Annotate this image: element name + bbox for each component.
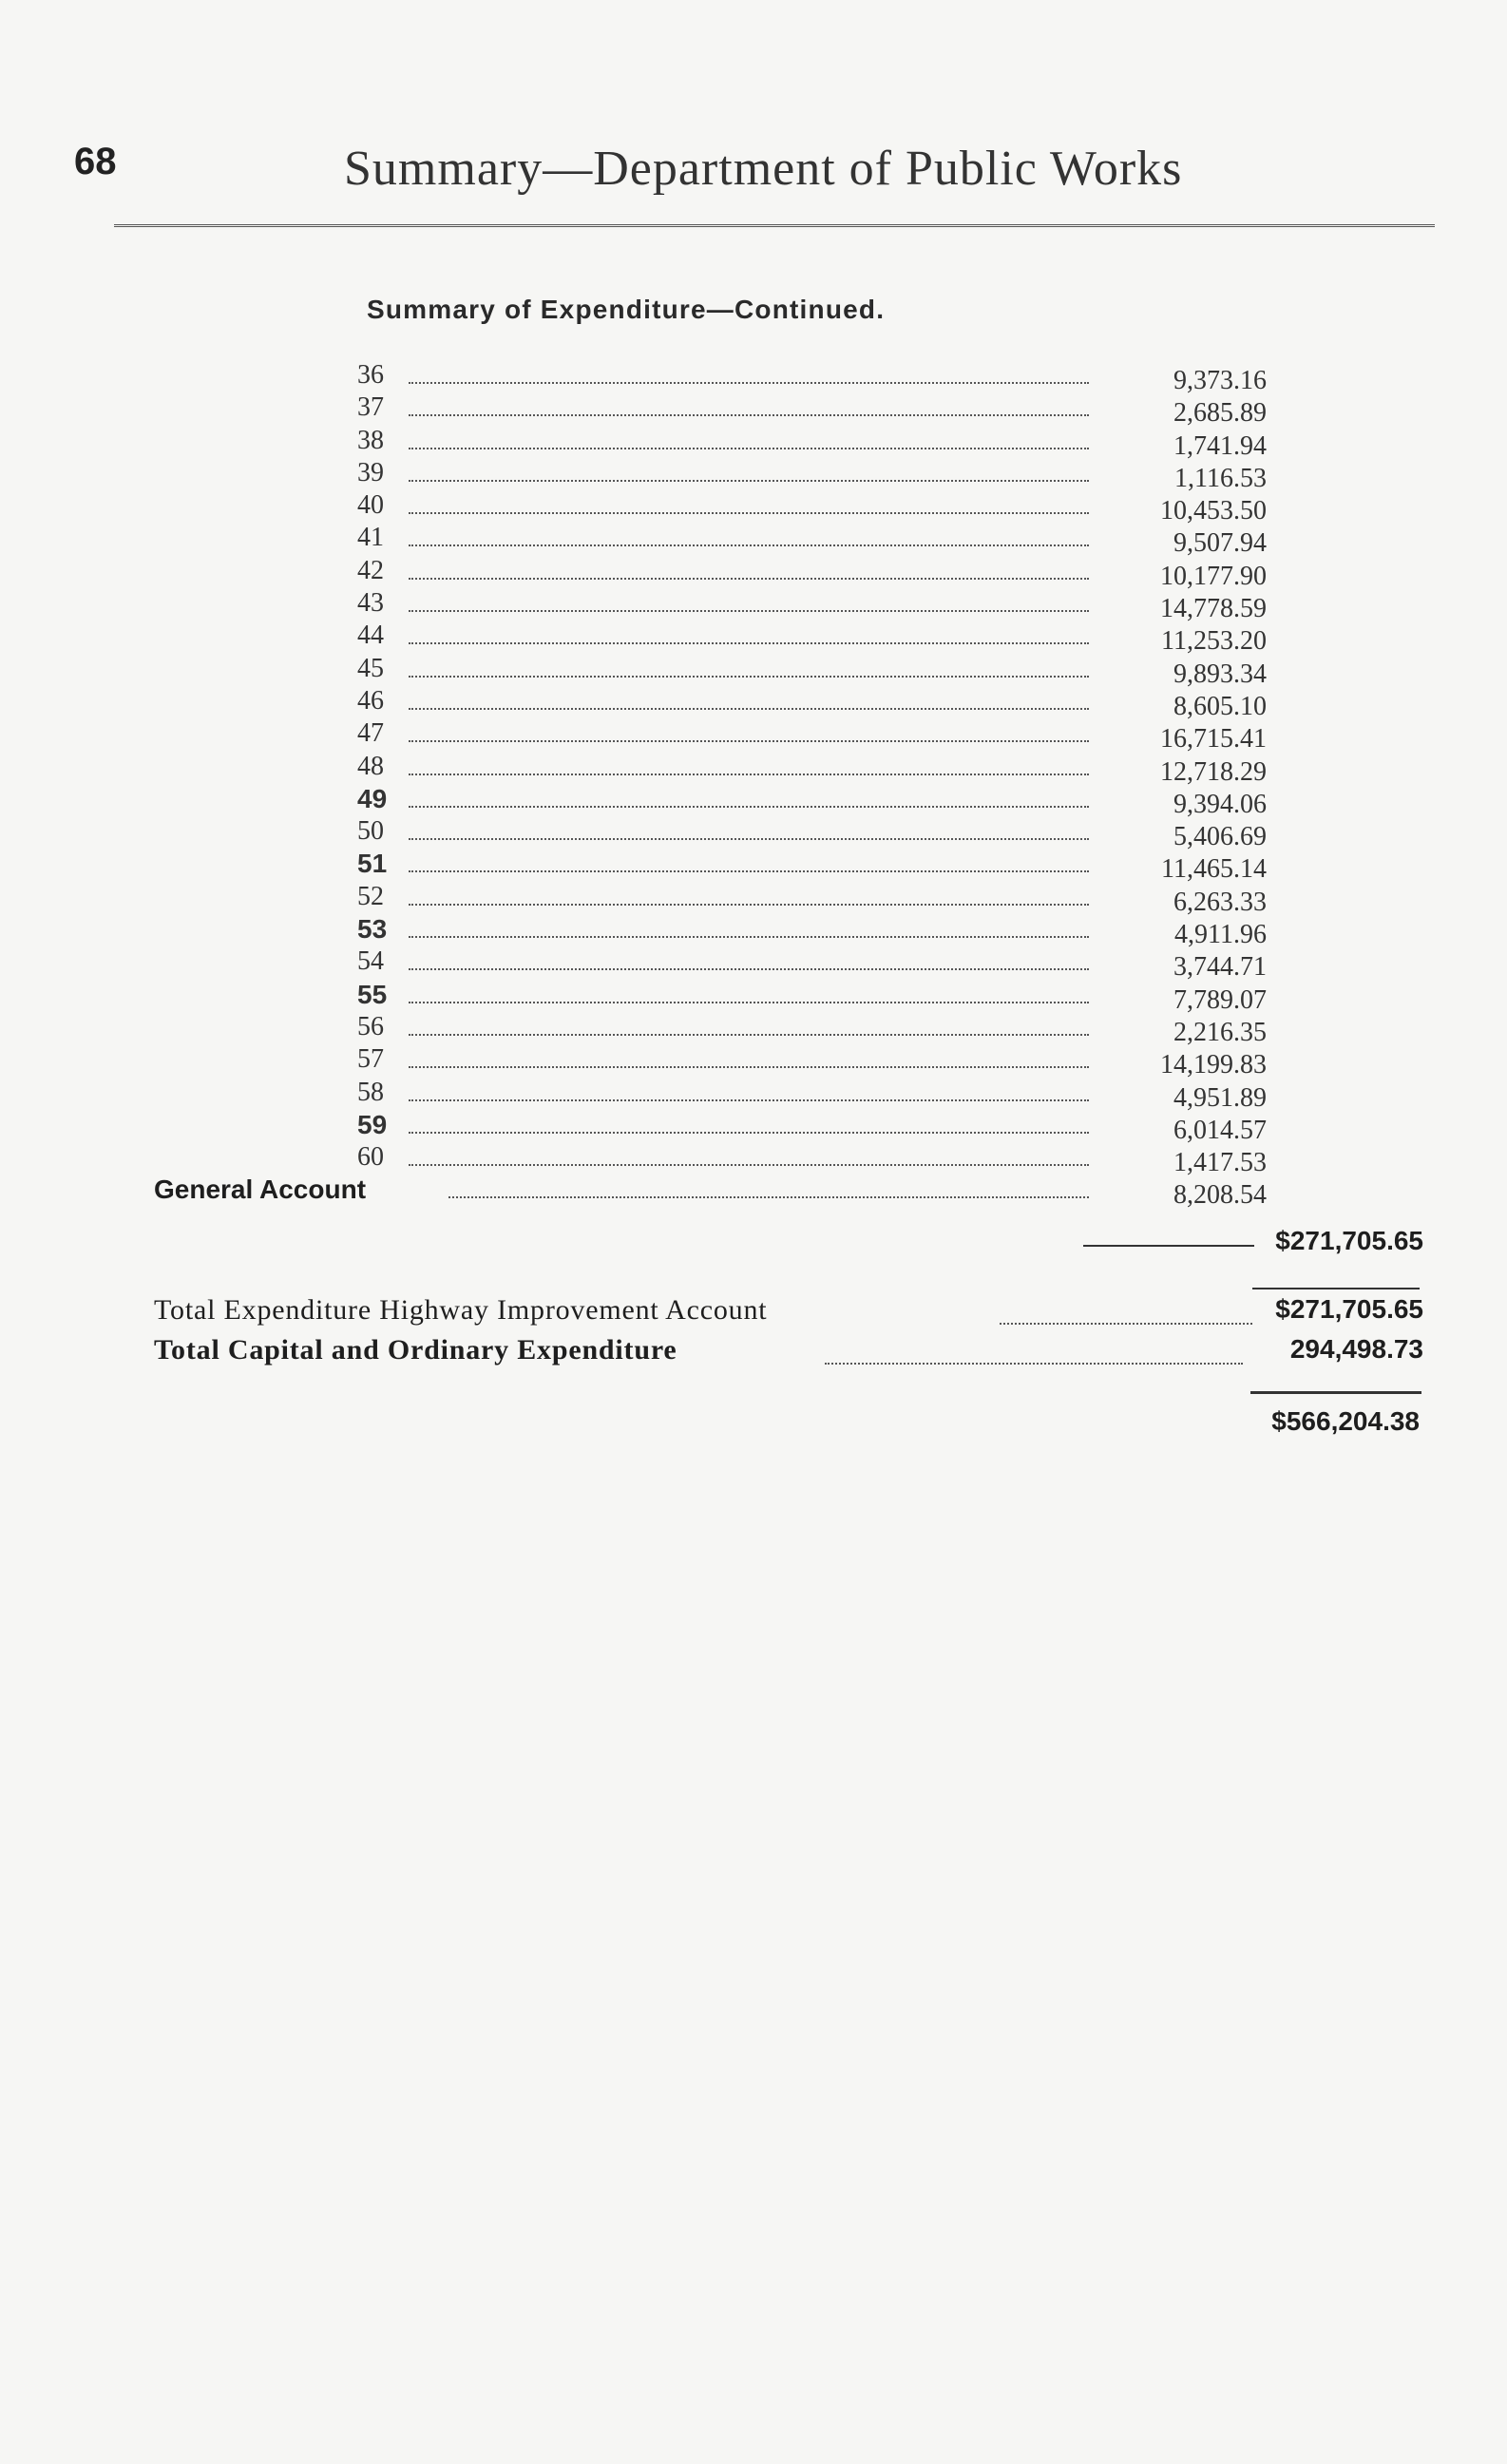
total-highway-label: Total Expenditure Highway Improvement Account <box>154 1294 768 1326</box>
table-row <box>0 979 1507 1015</box>
page-number: 68 <box>74 141 117 182</box>
total-capital-row <box>154 1334 1423 1372</box>
grand-rule-top <box>1252 1288 1420 1289</box>
row-label: 49 <box>357 783 388 813</box>
table-row <box>0 913 1507 950</box>
leader-dots <box>409 448 1089 449</box>
row-label: 54 <box>357 946 384 977</box>
leader-dots <box>409 578 1089 580</box>
row-amount: 14,199.83 <box>1160 1050 1267 1080</box>
total-capital-label: Total Capital and Ordinary Expenditure <box>154 1334 677 1366</box>
row-amount: 1,741.94 <box>1173 430 1267 461</box>
row-label: 58 <box>357 1077 384 1107</box>
leader-dots <box>409 382 1089 384</box>
total-highway-row <box>154 1294 1423 1332</box>
row-label: 48 <box>357 751 384 781</box>
row-amount: 6,263.33 <box>1173 887 1267 917</box>
table-row <box>0 457 1507 493</box>
row-label: 56 <box>357 1011 384 1041</box>
row-amount: 3,744.71 <box>1173 952 1267 983</box>
leader-dots <box>448 1196 1089 1198</box>
table-row <box>0 620 1507 657</box>
leader-dots <box>409 838 1089 840</box>
row-amount: 11,465.14 <box>1161 854 1267 885</box>
row-label: 41 <box>357 523 384 553</box>
running-title: Summary—Department of Public Works <box>344 142 1183 196</box>
total-highway-amount: $271,705.65 <box>1275 1294 1423 1324</box>
row-label: 59 <box>357 1109 388 1139</box>
table-row <box>0 392 1507 429</box>
leader-dots <box>409 1066 1089 1068</box>
row-label: 44 <box>357 621 384 651</box>
grand-total-rule <box>1250 1391 1421 1394</box>
row-amount: 2,216.35 <box>1173 1017 1267 1047</box>
row-amount: 1,417.53 <box>1173 1148 1267 1178</box>
row-label: 50 <box>357 816 384 847</box>
table-row <box>0 751 1507 787</box>
row-amount: 6,014.57 <box>1173 1115 1267 1145</box>
leader-dots <box>825 1363 1243 1365</box>
general-account-label: General Account <box>154 1175 367 1205</box>
leader-dots <box>409 512 1089 514</box>
row-label: 37 <box>357 392 384 423</box>
leader-dots <box>409 676 1089 678</box>
row-label: 40 <box>357 490 384 521</box>
row-label: 36 <box>357 360 384 390</box>
leader-dots <box>409 642 1089 644</box>
row-amount: 9,893.34 <box>1173 659 1267 689</box>
row-label: 60 <box>357 1142 384 1173</box>
row-label: 53 <box>357 914 388 945</box>
row-label: 45 <box>357 653 384 683</box>
row-amount: 2,685.89 <box>1173 398 1267 429</box>
row-label: 39 <box>357 457 384 487</box>
row-label: 38 <box>357 425 384 455</box>
row-amount: 4,951.89 <box>1173 1082 1267 1113</box>
row-amount: 1,116.53 <box>1174 463 1267 493</box>
row-amount: 9,394.06 <box>1173 789 1267 819</box>
row-label: 55 <box>357 979 388 1009</box>
leader-dots <box>409 904 1089 906</box>
leader-dots <box>409 610 1089 612</box>
table-row <box>0 1141 1507 1178</box>
leader-dots <box>409 480 1089 482</box>
expenditure-table <box>0 359 1507 1211</box>
table-row <box>0 848 1507 885</box>
leader-dots <box>409 1034 1089 1036</box>
row-label: 42 <box>357 555 384 585</box>
section-heading: Summary of Expenditure—Continued. <box>367 295 886 324</box>
table-row <box>0 815 1507 852</box>
row-amount: 10,177.90 <box>1160 561 1267 591</box>
table-row <box>0 653 1507 689</box>
total-capital-amount: 294,498.73 <box>1289 1334 1423 1364</box>
leader-dots <box>409 740 1089 742</box>
row-amount: 5,406.69 <box>1173 822 1267 852</box>
table-row <box>0 555 1507 591</box>
row-amount: 9,373.16 <box>1173 366 1267 395</box>
table-row <box>0 489 1507 526</box>
row-amount: 9,507.94 <box>1173 528 1267 559</box>
row-amount: 7,789.07 <box>1173 984 1267 1015</box>
row-amount: 8,605.10 <box>1173 691 1267 721</box>
leader-dots <box>409 1002 1089 1003</box>
table-row <box>0 881 1507 917</box>
leader-dots <box>409 414 1089 416</box>
leader-dots <box>409 1099 1089 1101</box>
row-amount: 4,911.96 <box>1174 920 1267 950</box>
row-amount: 16,715.41 <box>1160 724 1267 754</box>
grand-total: $566,204.38 <box>1271 1406 1420 1436</box>
leader-dots <box>409 544 1089 546</box>
table-row <box>0 425 1507 461</box>
leader-dots <box>409 1164 1089 1166</box>
table-row <box>0 1077 1507 1113</box>
general-account-amount: 8,208.54 <box>1173 1180 1267 1211</box>
leader-dots <box>409 708 1089 710</box>
table-row <box>0 359 1507 395</box>
row-amount: 10,453.50 <box>1160 496 1267 526</box>
table-row <box>0 783 1507 819</box>
row-label: 46 <box>357 685 384 716</box>
row-amount: 11,253.20 <box>1161 626 1267 657</box>
table-row <box>0 1109 1507 1145</box>
table-row <box>0 717 1507 754</box>
row-label: 51 <box>357 849 388 879</box>
leader-dots <box>409 774 1089 775</box>
row-amount: 12,718.29 <box>1160 756 1267 787</box>
table-row <box>0 945 1507 983</box>
leader-dots <box>409 968 1089 970</box>
leader-dots <box>409 870 1089 872</box>
general-account-row <box>0 1174 1507 1211</box>
table-row <box>0 522 1507 559</box>
leader-dots <box>409 936 1089 938</box>
row-amount: 14,778.59 <box>1160 594 1267 624</box>
table-row <box>0 1043 1507 1080</box>
subtotal-amount: $271,705.65 <box>1275 1226 1423 1255</box>
subtotal-rule <box>1083 1245 1254 1247</box>
row-label: 47 <box>357 718 384 749</box>
leader-dots <box>409 806 1089 808</box>
table-row <box>0 587 1507 624</box>
row-label: 57 <box>357 1044 384 1075</box>
leader-dots <box>1000 1323 1252 1325</box>
header-rule <box>114 224 1435 227</box>
leader-dots <box>409 1132 1089 1134</box>
row-label: 43 <box>357 588 384 619</box>
row-label: 52 <box>357 881 384 911</box>
table-row <box>0 1011 1507 1047</box>
table-row <box>0 685 1507 721</box>
